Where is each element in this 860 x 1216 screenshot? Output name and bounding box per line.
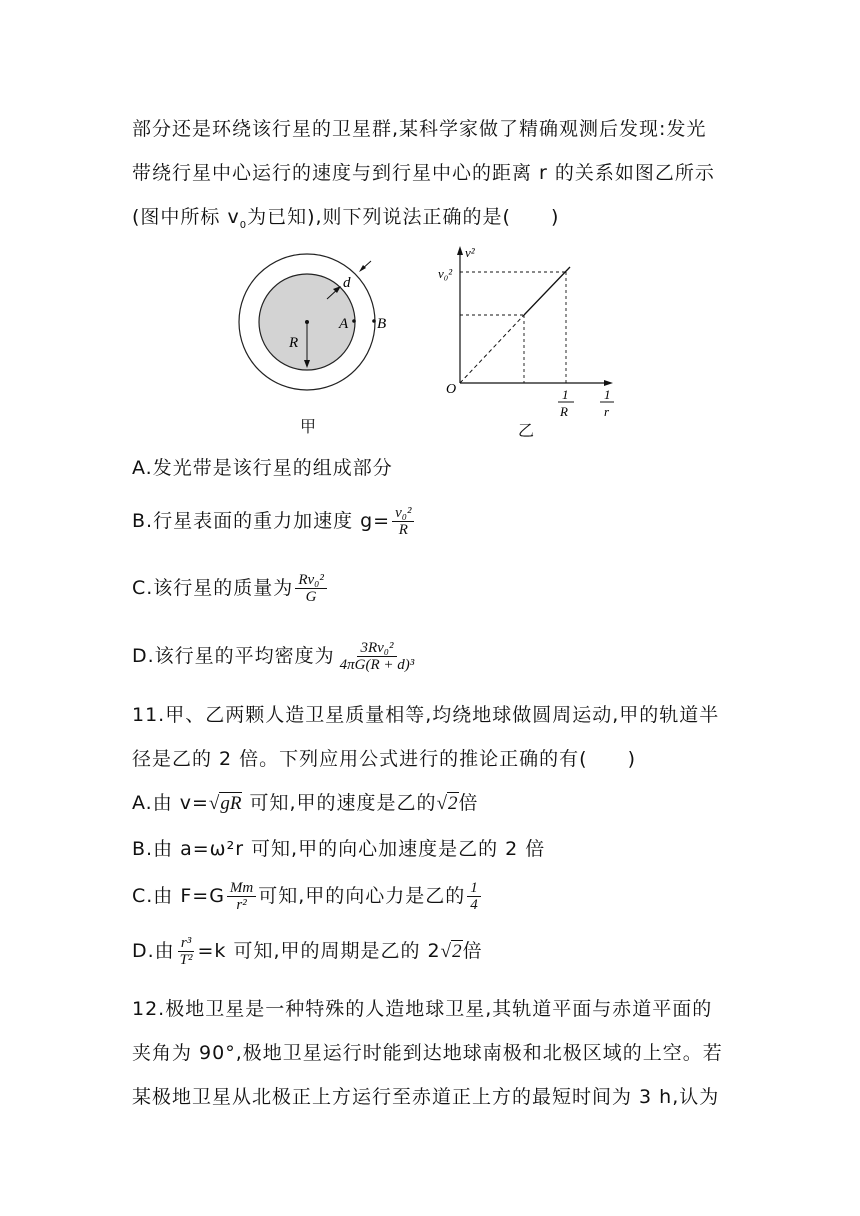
q11-d-fraction: $\frac{\text{r³}}{\text{T²}}$ (179, 935, 193, 968)
caption-jia: 甲 (300, 417, 317, 436)
point-a (352, 319, 356, 323)
intro-line-3: (图中所标 $v_0$为已知),则下列说法正确的是( ) (132, 206, 560, 231)
intro-line-2: 带绕行星中心运行的速度与到行星中心的距离 r 的关系如图乙所示 (132, 162, 715, 184)
q10-c-fraction: $\frac{\text{Rv₀²}}{G}$ (295, 572, 327, 605)
intro-line-1: 部分还是环绕该行星的卫星群,某科学家做了精确观测后发现:发光 (132, 118, 707, 140)
x-tick-num: 1 (562, 387, 569, 402)
sqrt-2-d: √2 (440, 941, 462, 962)
origin-label: O (446, 382, 457, 397)
q10-option-d: D.该行星的平均密度为 $\frac{\text{3Rv₀²}}{\text{4πG(R + d)³}}$ (132, 640, 419, 673)
q11-c-fraction-2: $\frac{1}{4}$ (467, 880, 481, 913)
q10-b-fraction: $\frac{\text{v₀²}}{R}$ (392, 505, 414, 538)
q12-line-3: 某极地卫星从北极正上方运行至赤道正上方的最短时间为 3 h,认为 (132, 1086, 720, 1108)
x-axis-den: r (604, 404, 610, 419)
q10-option-c: C.该行星的质量为 $\frac{\text{Rv₀²}}{G}$ (132, 572, 329, 605)
caption-yi: 乙 (518, 421, 535, 440)
label-b: B (377, 316, 387, 332)
q11-option-d: D.由 $\frac{\text{r³}}{\text{T²}}$ =k 可知,甲的周期是乙的 2√2倍 (132, 935, 483, 968)
q11-option-b: B.由 a=ω²r 可知,甲的向心加速度是乙的 2 倍 (132, 838, 546, 860)
q11-option-c: C.由 F=G $\frac{Mm}{\text{r²}}$ 可知,甲的向心力是乙的 $\frac{1}{4}$ (132, 880, 483, 913)
sqrt-2: √2 (436, 793, 458, 814)
q12-line-2: 夹角为 90°,极地卫星运行时能到达地球南极和北极区域的上空。若 (132, 1042, 723, 1064)
label-r: R (289, 335, 299, 351)
point-b (372, 319, 376, 323)
q11-option-a: A.由 v=√gR 可知,甲的速度是乙的√2倍 (132, 790, 479, 817)
q10-d-fraction: $\frac{\text{3Rv₀²}}{\text{4πG(R + d)³}}$ (339, 640, 415, 673)
dashed-line (460, 315, 524, 383)
label-a: A (339, 316, 349, 332)
x-axis-num: 1 (604, 387, 611, 402)
q11-stem-line-2: 径是乙的 2 倍。下列应用公式进行的推论正确的有( ) (132, 748, 636, 770)
q12-line-1: 12.极地卫星是一种特殊的人造地球卫星,其轨道平面与赤道平面的 (132, 998, 713, 1020)
figure-yi (430, 243, 630, 423)
y-tick-label: v₀² (438, 266, 453, 281)
q11-stem-line-1: 11.甲、乙两颗人造卫星质量相等,均绕地球做圆周运动,甲的轨道半 (132, 704, 720, 726)
label-d: d (343, 275, 351, 291)
figure-jia (235, 250, 385, 400)
x-tick-den: R (560, 404, 568, 419)
y-axis-label: v² (465, 245, 475, 260)
q10-option-a: A.发光带是该行星的组成部分 (132, 457, 393, 479)
sqrt-gr: √gR (208, 793, 242, 814)
q10-option-b: B.行星表面的重力加速度 g= $\frac{\text{v₀²}}{R}$ (132, 505, 416, 538)
q11-c-fraction-1: $\frac{Mm}{\text{r²}}$ (227, 880, 256, 913)
solid-line (524, 267, 570, 315)
